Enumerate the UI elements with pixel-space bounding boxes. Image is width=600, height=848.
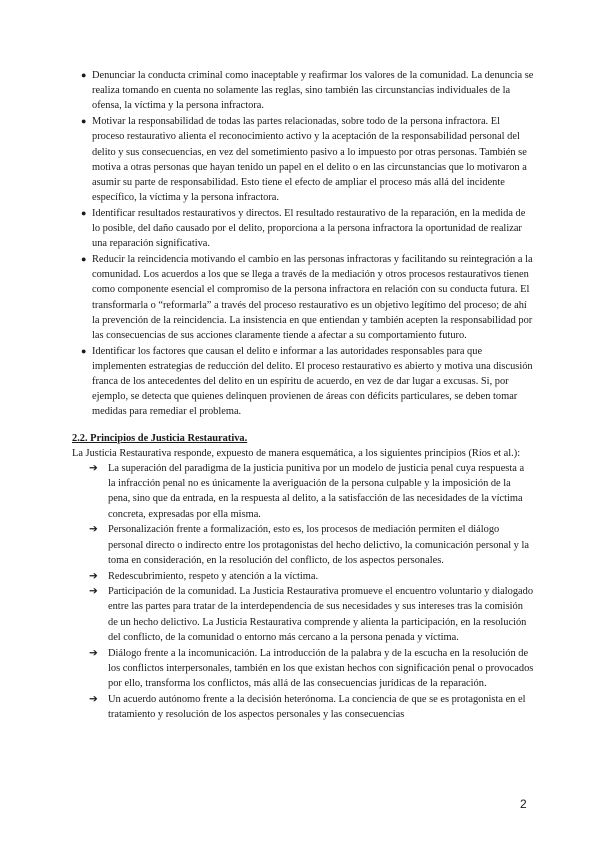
list-item: ➔ Un acuerdo autónomo frente a la decisión heterónoma. La conciencia de que se es protagonista en el tratamiento y resolución de los aspectos personales y las consecuencias bbox=[89, 693, 526, 720]
list-item: ➔ Personalización frente a formalización, esto es, los procesos de mediación permiten el diálogo personal directo o indirecto entre los protagonistas del hecho delictivo, la comunicación personal y la toma en consideración, en la resolución del conflicto, de los aspectos personales. bbox=[89, 524, 529, 566]
arrow-icon: ➔ bbox=[89, 463, 98, 475]
bullet-icon: ● bbox=[81, 345, 87, 356]
bullet-icon: ● bbox=[81, 116, 87, 127]
list-item: ● Identificar resultados restaurativos y directos. El resultado restaurativo de la reparación, en la medida de lo posible, del daño causado por el delito, proporciona a la persona infractora la oportunidad de realizar una reparación significativa. bbox=[81, 207, 526, 250]
bullet-icon: ● bbox=[81, 253, 87, 264]
list-item: ➔ La superación del paradigma de la justicia punitiva por un modelo de justicia penal cuya respuesta a la infracción penal no es únicamente la averiguación de la persona culpable y la imposición de la pena, sino que da entrada, en la respuesta al delito, a la satisfacción de las necesidades de la víctima concreta, expresadas por ella misma. bbox=[89, 463, 525, 520]
bullet-icon: ● bbox=[81, 207, 87, 218]
principles-list bbox=[72, 461, 534, 722]
arrow-icon: ➔ bbox=[89, 524, 98, 536]
list-item: ● Denunciar la conducta criminal como inaceptable y reafirmar los valores de la comunidad. La denuncia se realiza tomando en cuenta no solamente las reglas, sino también las circunstancias individuales de la ofensa, la víctima y la persona infractora. bbox=[81, 70, 534, 112]
bullet-icon: ● bbox=[81, 70, 87, 80]
page-number: 2 bbox=[520, 797, 527, 811]
objectives-list bbox=[72, 68, 534, 420]
list-item: ● Identificar los factores que causan el delito e informar a las autoridades responsables para que implementen estrategias de reducción del delito. El proceso restaurativo es abierto y motiva una discusión franca de los antecedentes del delito en un espíritu de acuerdo, en vez de dar lugar a excusas. Si, por ejemplo, se detecta que quienes delinquen provienen de áreas con déficits particulares, se deben tomar medidas para remediar el problema. bbox=[81, 345, 533, 418]
list-item: ➔ Participación de la comunidad. La Justicia Restaurativa promueve el encuentro voluntario y dialogado entre las partes para tratar de la interdependencia de sus necesidades y sus intereses tras la comisión de un hecho delictivo. La Justicia Restaurativa comprende y alienta la participación, en la resolución del conflicto, de la comunidad o entorno más cercano a la persona penada y víctima. bbox=[89, 586, 534, 643]
arrow-icon: ➔ bbox=[89, 570, 98, 582]
arrow-icon: ➔ bbox=[89, 586, 98, 598]
list-item: ● Motivar la responsabilidad de todas las partes relacionadas, sobre todo de la persona infractora. El proceso restaurativo alienta el reconocimiento activo y la aceptación de la responsabilidad personal del delito y sus consecuencias, en vez del sometimiento pasivo a lo impuesto por otras personas. También se motiva a otras personas que hayan tenido un papel en el delito o en las circunstancias que lo motivaron a asumir su parte de responsabilidad. Esto tiene el efecto de ampliar el proceso más allá del incidente específico, la víctima y la persona infractora. bbox=[81, 116, 527, 204]
section-heading: 2.2. Principios de Justicia Restaurativa. bbox=[72, 432, 248, 444]
page-content bbox=[72, 68, 534, 723]
arrow-icon: ➔ bbox=[89, 693, 98, 705]
section-intro: La Justicia Restaurativa responde, expuesto de manera esquemática, a los siguientes principios (Ríos et al.): bbox=[72, 447, 521, 459]
list-item: ➔ Redescubrimiento, respeto y atención a la víctima. bbox=[72, 569, 534, 584]
arrow-icon: ➔ bbox=[89, 647, 98, 659]
list-item: ● Reducir la reincidencia motivando el cambio en las personas infractoras y facilitando su reintegración a la comunidad. Los acuerdos a los que se llega a través de la mediación y otros procesos restaurativos tienen como componente esencial el compromiso de la persona infractora en relación con su conducta futura. El transformarla o “reformarla” a través del proceso restaurativo es un objetivo legítimo del proceso; de ahí la prevención de la reincidencia. La insistencia en que entiendan y también acepten la responsabilidad por las consecuencias de sus acciones claramente tiende a afectar a su comportamiento futuro. bbox=[81, 253, 533, 341]
list-item: ➔ Diálogo frente a la incomunicación. La introducción de la palabra y de la escucha en la resolución de los conflictos interpersonales, también en los que existan hechos con significación penal o provocados por ello, transforma los conflictos, más allá de las consecuencias jurídicas de la reparación. bbox=[89, 647, 534, 689]
